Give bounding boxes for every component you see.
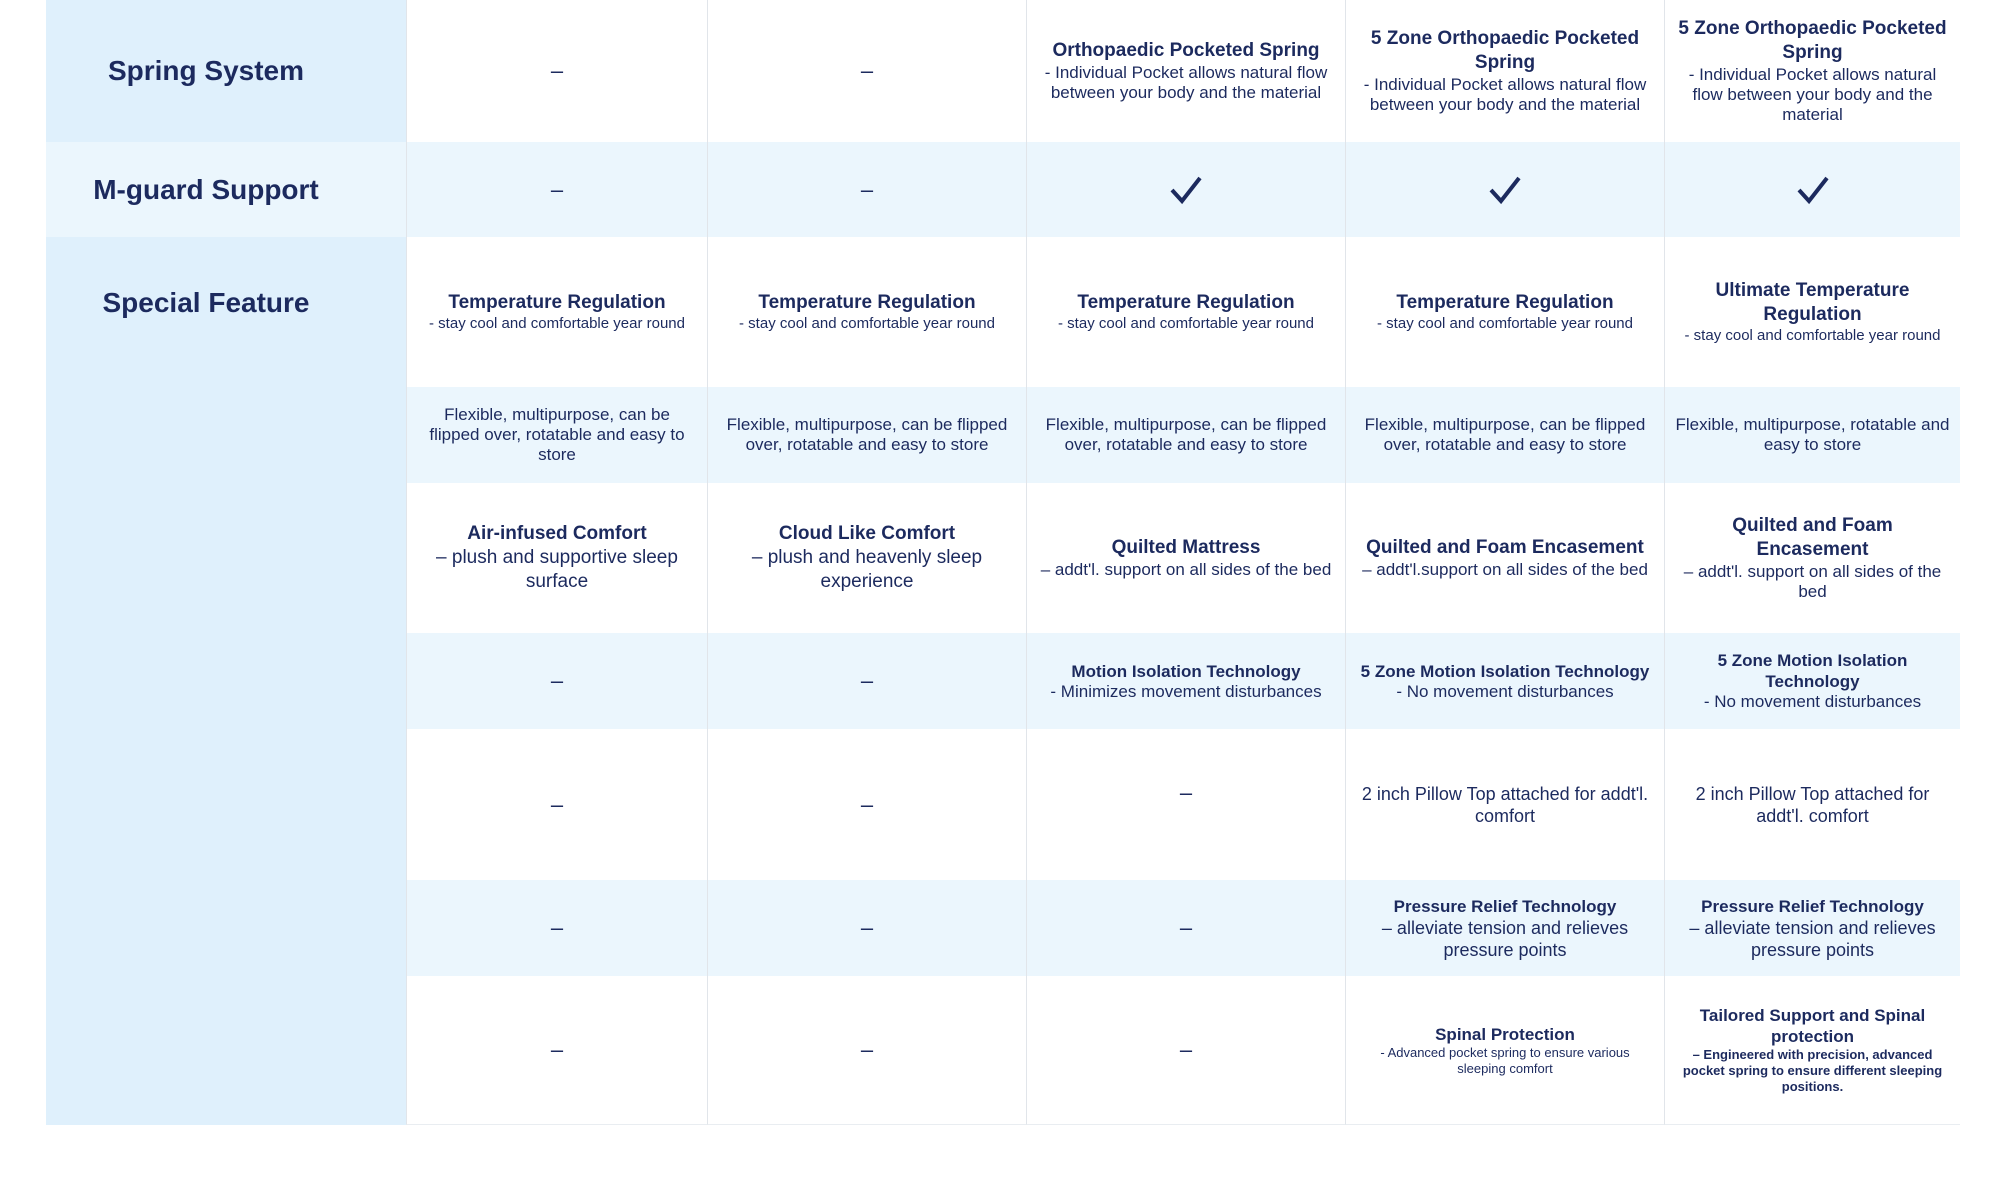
cell-title: Tailored Support and Spinal protection: [1699, 1006, 1926, 1046]
cell-desc: – Engineered with precision, advanced pocket spring to ensure different sleeping positions.: [1682, 1047, 1943, 1094]
spring-system-cell-1: [406, 0, 707, 142]
temperature-cell-1: [406, 237, 707, 387]
cell-title: Cloud Like Comfort: [778, 523, 956, 544]
cell-title: 5 Zone Orthopaedic Pocketed Spring: [1370, 28, 1640, 73]
temperature-cell-3: [1026, 237, 1345, 387]
cell-title: Quilted Mattress: [1111, 537, 1261, 558]
cell-title: 5 Zone Orthopaedic Pocketed Spring: [1678, 18, 1947, 63]
cell-desc: - Minimizes movement disturbances: [1050, 681, 1322, 701]
comfort-cell-4: [1345, 483, 1664, 633]
cell-desc: Flexible, multipurpose, rotatable and easy to store: [1675, 415, 1950, 454]
cell-title: Motion Isolation Technology: [1071, 661, 1301, 681]
cell-title: Spinal Protection: [1435, 1024, 1575, 1044]
cell-desc: - Individual Pocket allows natural flow between your body and the material: [1363, 75, 1647, 114]
cell-title: Quilted and Foam Encasement: [1366, 537, 1644, 558]
pillow-top-cell-2: [707, 729, 1026, 880]
cell-desc: - stay cool and comfortable year round: [1058, 315, 1314, 332]
temperature-cell-5: [1664, 237, 1960, 387]
cell-desc: – addt'l. support on all sides of the bed: [1040, 560, 1332, 579]
cell-desc: - stay cool and comfortable year round: [429, 315, 685, 332]
spring-system-cell-4: [1345, 0, 1664, 142]
mguard-cell-5: [1664, 142, 1960, 237]
cell-desc: – alleviate tension and relieves pressure points: [1381, 917, 1629, 960]
spinal-cell-4: [1345, 976, 1664, 1125]
cell-desc: Flexible, multipurpose, can be flipped over, rotatable and easy to store: [429, 405, 685, 464]
cell-desc: - stay cool and comfortable year round: [739, 315, 995, 332]
cell-desc: 2 inch Pillow Top attached for addt'l. comfort: [1695, 783, 1930, 826]
cell-title: Temperature Regulation: [1396, 292, 1614, 313]
cell-title: 5 Zone Motion Isolation Technology: [1717, 651, 1908, 691]
pressure-cell-5: [1664, 880, 1960, 976]
checkmark-icon: [1796, 175, 1830, 205]
motion-cell-5: [1664, 633, 1960, 729]
comparison-table: [46, 0, 1960, 1129]
empty-dash: –: [860, 668, 874, 693]
row-label-special-feature: [46, 237, 406, 1125]
cell-desc: Flexible, multipurpose, can be flipped over, rotatable and easy to store: [726, 415, 1008, 454]
temperature-cell-2: [707, 237, 1026, 387]
cell-title: Quilted and Foam Encasement: [1732, 515, 1893, 560]
pillow-top-cell-4: [1345, 729, 1664, 880]
mguard-cell-3: [1026, 142, 1345, 237]
cell-desc: – addt'l. support on all sides of the bed: [1683, 562, 1942, 601]
motion-cell-3: [1026, 633, 1345, 729]
cell-title: Pressure Relief Technology: [1393, 896, 1617, 916]
cell-title: Pressure Relief Technology: [1701, 896, 1924, 916]
empty-dash: –: [550, 791, 564, 817]
mguard-cell-4: [1345, 142, 1664, 237]
spring-system-cell-5: [1664, 0, 1960, 142]
empty-dash: –: [550, 1037, 564, 1062]
empty-dash: –: [1179, 915, 1193, 940]
motion-cell-2: [707, 633, 1026, 729]
motion-cell-1: [406, 633, 707, 729]
cell-desc: - No movement disturbances: [1703, 692, 1922, 711]
cell-desc: - Individual Pocket allows natural flow between your body and the material: [1044, 63, 1328, 102]
spring-system-cell-3: [1026, 0, 1345, 142]
cell-title: Orthopaedic Pocketed Spring: [1052, 40, 1320, 61]
spinal-cell-1: [406, 976, 707, 1125]
cell-desc: 2 inch Pillow Top attached for addt'l. comfort: [1361, 783, 1649, 826]
cell-desc: – addt'l.support on all sides of the bed: [1362, 560, 1648, 579]
mguard-cell-2: [707, 142, 1026, 237]
spinal-cell-2: [707, 976, 1026, 1125]
checkmark-icon: [1169, 175, 1203, 205]
empty-dash: –: [550, 176, 564, 202]
empty-dash: –: [550, 668, 564, 693]
cell-desc: Flexible, multipurpose, can be flipped over, rotatable and easy to store: [1045, 415, 1327, 454]
flexible-cell-5: [1664, 387, 1960, 483]
cell-title: 5 Zone Motion Isolation Technology: [1360, 661, 1650, 681]
row-label-mguard-support: [46, 142, 406, 237]
pressure-cell-3: [1026, 880, 1345, 976]
empty-dash: –: [860, 58, 874, 83]
comfort-cell-5: [1664, 483, 1960, 633]
empty-dash: –: [1179, 779, 1193, 805]
cell-title: Temperature Regulation: [758, 292, 976, 313]
pressure-cell-1: [406, 880, 707, 976]
flexible-cell-4: [1345, 387, 1664, 483]
cell-desc: – plush and supportive sleep surface: [436, 547, 678, 592]
spinal-cell-3: [1026, 976, 1345, 1125]
cell-desc: Flexible, multipurpose, can be flipped over, rotatable and easy to store: [1364, 415, 1646, 454]
temperature-cell-4: [1345, 237, 1664, 387]
cell-title: Air-infused Comfort: [467, 523, 647, 544]
pillow-top-cell-3: [1026, 729, 1345, 880]
cell-desc: - Advanced pocket spring to ensure various sleeping comfort: [1380, 1044, 1630, 1076]
empty-dash: –: [860, 915, 874, 940]
empty-dash: –: [860, 176, 874, 202]
special-feature-label: Special Feature: [102, 287, 310, 318]
checkmark-icon: [1488, 175, 1522, 205]
comfort-cell-3: [1026, 483, 1345, 633]
empty-dash: –: [550, 915, 564, 940]
spring-system-cell-2: [707, 0, 1026, 142]
pressure-cell-2: [707, 880, 1026, 976]
cell-title: Ultimate Temperature Regulation: [1715, 280, 1910, 325]
motion-cell-4: [1345, 633, 1664, 729]
cell-desc: - Individual Pocket allows natural flow between your body and the material: [1688, 65, 1937, 124]
flexible-cell-1: [406, 387, 707, 483]
cell-desc: - stay cool and comfortable year round: [1377, 315, 1633, 332]
row-label-spring-system: [46, 0, 406, 142]
mguard-cell-1: [406, 142, 707, 237]
spinal-cell-5: [1664, 976, 1960, 1125]
flexible-cell-3: [1026, 387, 1345, 483]
cell-desc: – alleviate tension and relieves pressure points: [1689, 917, 1936, 960]
cell-desc: - No movement disturbances: [1396, 681, 1614, 701]
cell-desc: - stay cool and comfortable year round: [1684, 327, 1941, 344]
pressure-cell-4: [1345, 880, 1664, 976]
pillow-top-cell-5: [1664, 729, 1960, 880]
cell-title: Temperature Regulation: [1077, 292, 1295, 313]
cell-title: Temperature Regulation: [448, 292, 666, 313]
flexible-cell-2: [707, 387, 1026, 483]
empty-dash: –: [860, 791, 874, 817]
mguard-support-label: M-guard Support: [93, 173, 319, 205]
empty-dash: –: [550, 58, 564, 83]
cell-desc: – plush and heavenly sleep experience: [751, 547, 983, 592]
comfort-cell-1: [406, 483, 707, 633]
empty-dash: –: [860, 1037, 874, 1062]
comfort-cell-2: [707, 483, 1026, 633]
pillow-top-cell-1: [406, 729, 707, 880]
empty-dash: –: [1179, 1037, 1193, 1062]
spring-system-label: Spring System: [107, 55, 305, 86]
